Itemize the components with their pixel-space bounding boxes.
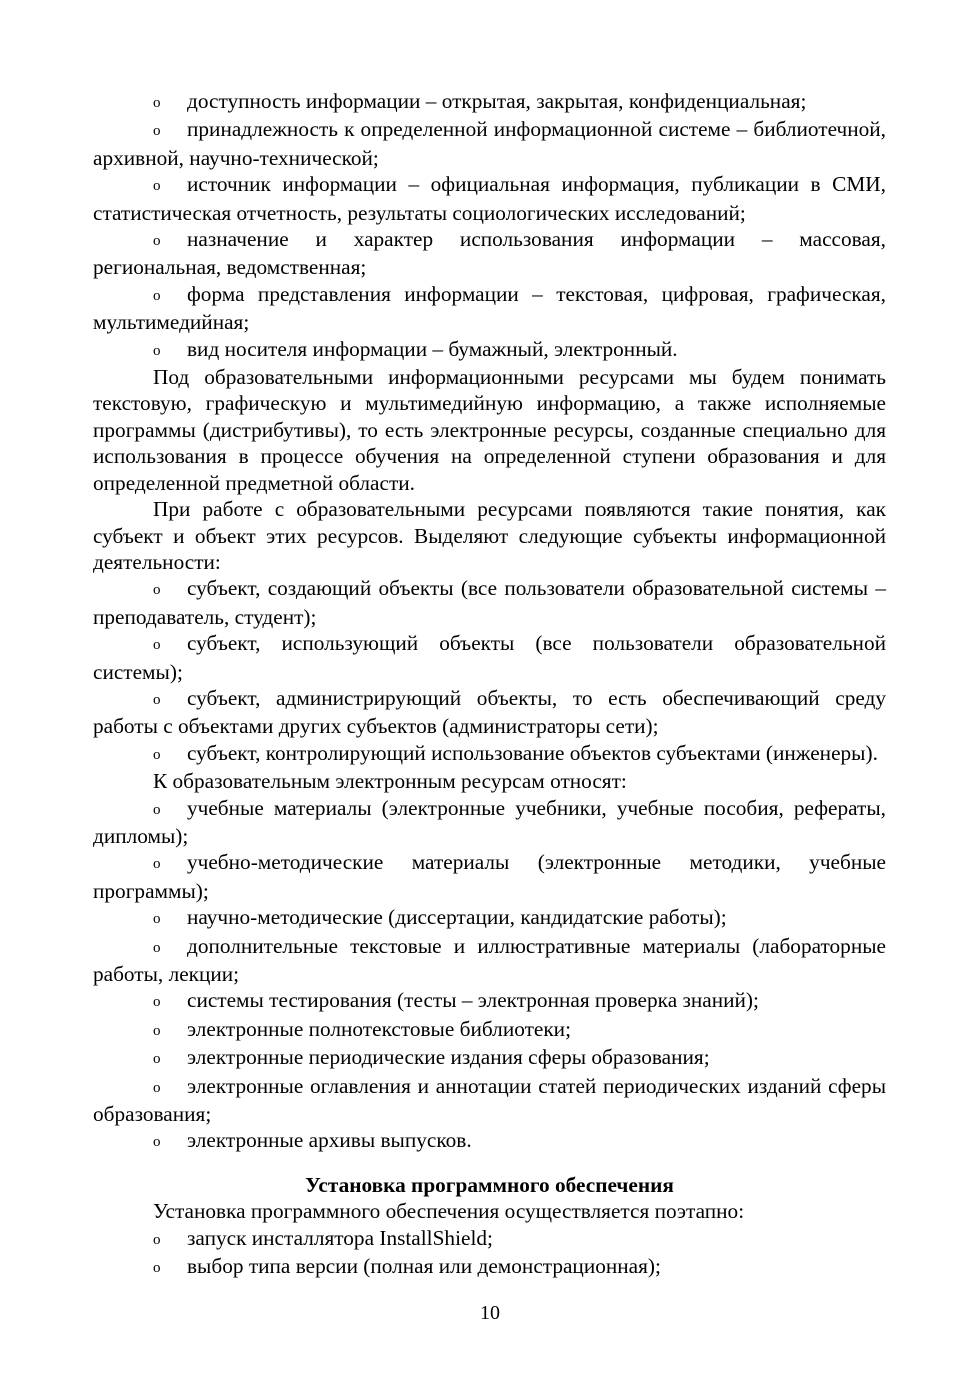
list-item-text: форма представления информации – текстовая, цифровая, графическая, мультимедийная; — [93, 281, 886, 335]
list-item-text: субъект, администрирующий объекты, то есть обеспечивающий среду работы с объектами других субъектов (администраторы сети); — [93, 685, 886, 739]
bullet-icon: o — [153, 801, 161, 818]
list-item — [93, 987, 886, 1015]
list-item-text: дополнительные текстовые и иллюстративные материалы (лабораторные работы, лекции; — [93, 933, 886, 986]
list-item — [93, 630, 886, 685]
list-item — [93, 933, 886, 988]
list-item-text: назначение и характер использования информации – массовая, региональная, ведомственная; — [93, 227, 886, 280]
page-number: 10 — [480, 1302, 500, 1324]
list-item-text: электронные архивы выпусков. — [187, 1128, 472, 1153]
bullet-icon: o — [153, 637, 161, 654]
paragraph: К образовательным электронным ресурсам относят: — [153, 769, 627, 794]
list-item-text: учебные материалы (электронные учебники, учебные пособия, рефераты, дипломы); — [93, 795, 886, 848]
list-item — [93, 171, 886, 226]
list-item — [93, 1044, 886, 1072]
list-item-text: запуск инсталлятора InstallShield; — [187, 1225, 493, 1250]
bullet-icon: o — [153, 939, 161, 956]
bullet-icon: o — [153, 178, 161, 195]
bullet-icon: o — [153, 233, 161, 250]
list-item-text: субъект, создающий объекты (все пользователи образовательной системы – преподаватель, студент); — [93, 576, 886, 629]
bullet-icon: o — [153, 582, 161, 599]
list-item-text: электронные полнотекстовые библиотеки; — [187, 1016, 571, 1041]
list-item — [93, 575, 886, 630]
bullet-icon: o — [153, 287, 161, 304]
bullet-icon: o — [153, 691, 161, 708]
list-item-text: субъект, контролирующий использование объектов субъектами (инженеры). — [187, 740, 878, 765]
list-item — [93, 281, 886, 336]
bullet-icon: o — [153, 911, 161, 928]
list-item-text: доступность информации – открытая, закрытая, конфиденциальная; — [187, 89, 807, 113]
list-item — [93, 1016, 886, 1044]
list-item-text: научно-методические (диссертации, кандидатские работы); — [187, 905, 727, 930]
list-item-text: вид носителя информации – бумажный, электронный. — [187, 336, 678, 361]
list-item — [93, 336, 886, 364]
document-body — [93, 88, 886, 1281]
paragraph: Под образовательными информационными ресурсами мы будем понимать текстовую, графическую и мультимедийную информацию, а также исполняемые программы (дистрибутивы), то есть электронные ресурсы, созданные специально для использования в процессе обучения на определенной ступени образования и для определенной предметной области. — [93, 365, 886, 495]
list-item — [93, 1127, 886, 1155]
bullet-icon: o — [153, 1134, 161, 1151]
list-item — [93, 685, 886, 740]
list-item — [93, 849, 886, 904]
list-item — [93, 88, 886, 116]
section-heading: Установка программного обеспечения — [305, 1172, 674, 1197]
bullet-icon: o — [153, 95, 161, 111]
list-item-text: учебно-методические материалы (электронные методики, учебные программы); — [93, 850, 886, 903]
list-item — [93, 1225, 886, 1253]
bullet-icon: o — [153, 1051, 161, 1068]
list-item — [93, 740, 886, 768]
bullet-icon: o — [153, 994, 161, 1011]
paragraph: Установка программного обеспечения осуществляется поэтапно: — [153, 1199, 745, 1224]
list-item-text: принадлежность к определенной информационной системе – библиотечной, архивной, научно-технической; — [93, 117, 886, 170]
list-item-text: электронные периодические издания сферы образования; — [187, 1045, 710, 1070]
bullet-icon: o — [153, 1231, 161, 1248]
list-item — [93, 795, 886, 850]
bullet-icon: o — [153, 1260, 161, 1277]
paragraph: При работе с образовательными ресурсами появляются такие понятия, как субъект и объект этих ресурсов. Выделяют следующие субъекты информационной деятельности: — [93, 497, 886, 574]
list-item-text: источник информации – официальная информация, публикации в СМИ, статистическая отчетность, результаты социологических исследований; — [93, 172, 886, 225]
list-item — [93, 904, 886, 932]
list-item-text: субъект, использующий объекты (все пользователи образовательной системы); — [93, 631, 886, 684]
bullet-icon: o — [153, 342, 161, 359]
list-item-text: системы тестирования (тесты – электронная проверка знаний); — [187, 988, 759, 1013]
list-item — [93, 1253, 886, 1281]
list-item — [93, 116, 886, 171]
list-item — [93, 226, 886, 281]
list-item-text: выбор типа версии (полная или демонстрационная); — [187, 1254, 661, 1279]
list-item — [93, 1073, 886, 1128]
bullet-icon: o — [153, 1079, 161, 1096]
list-item-text: электронные оглавления и аннотации статей периодических изданий сферы образования; — [93, 1073, 886, 1127]
bullet-icon: o — [153, 1022, 161, 1039]
bullet-icon: o — [153, 746, 161, 763]
bullet-icon: o — [153, 856, 161, 873]
bullet-icon: o — [153, 123, 161, 140]
